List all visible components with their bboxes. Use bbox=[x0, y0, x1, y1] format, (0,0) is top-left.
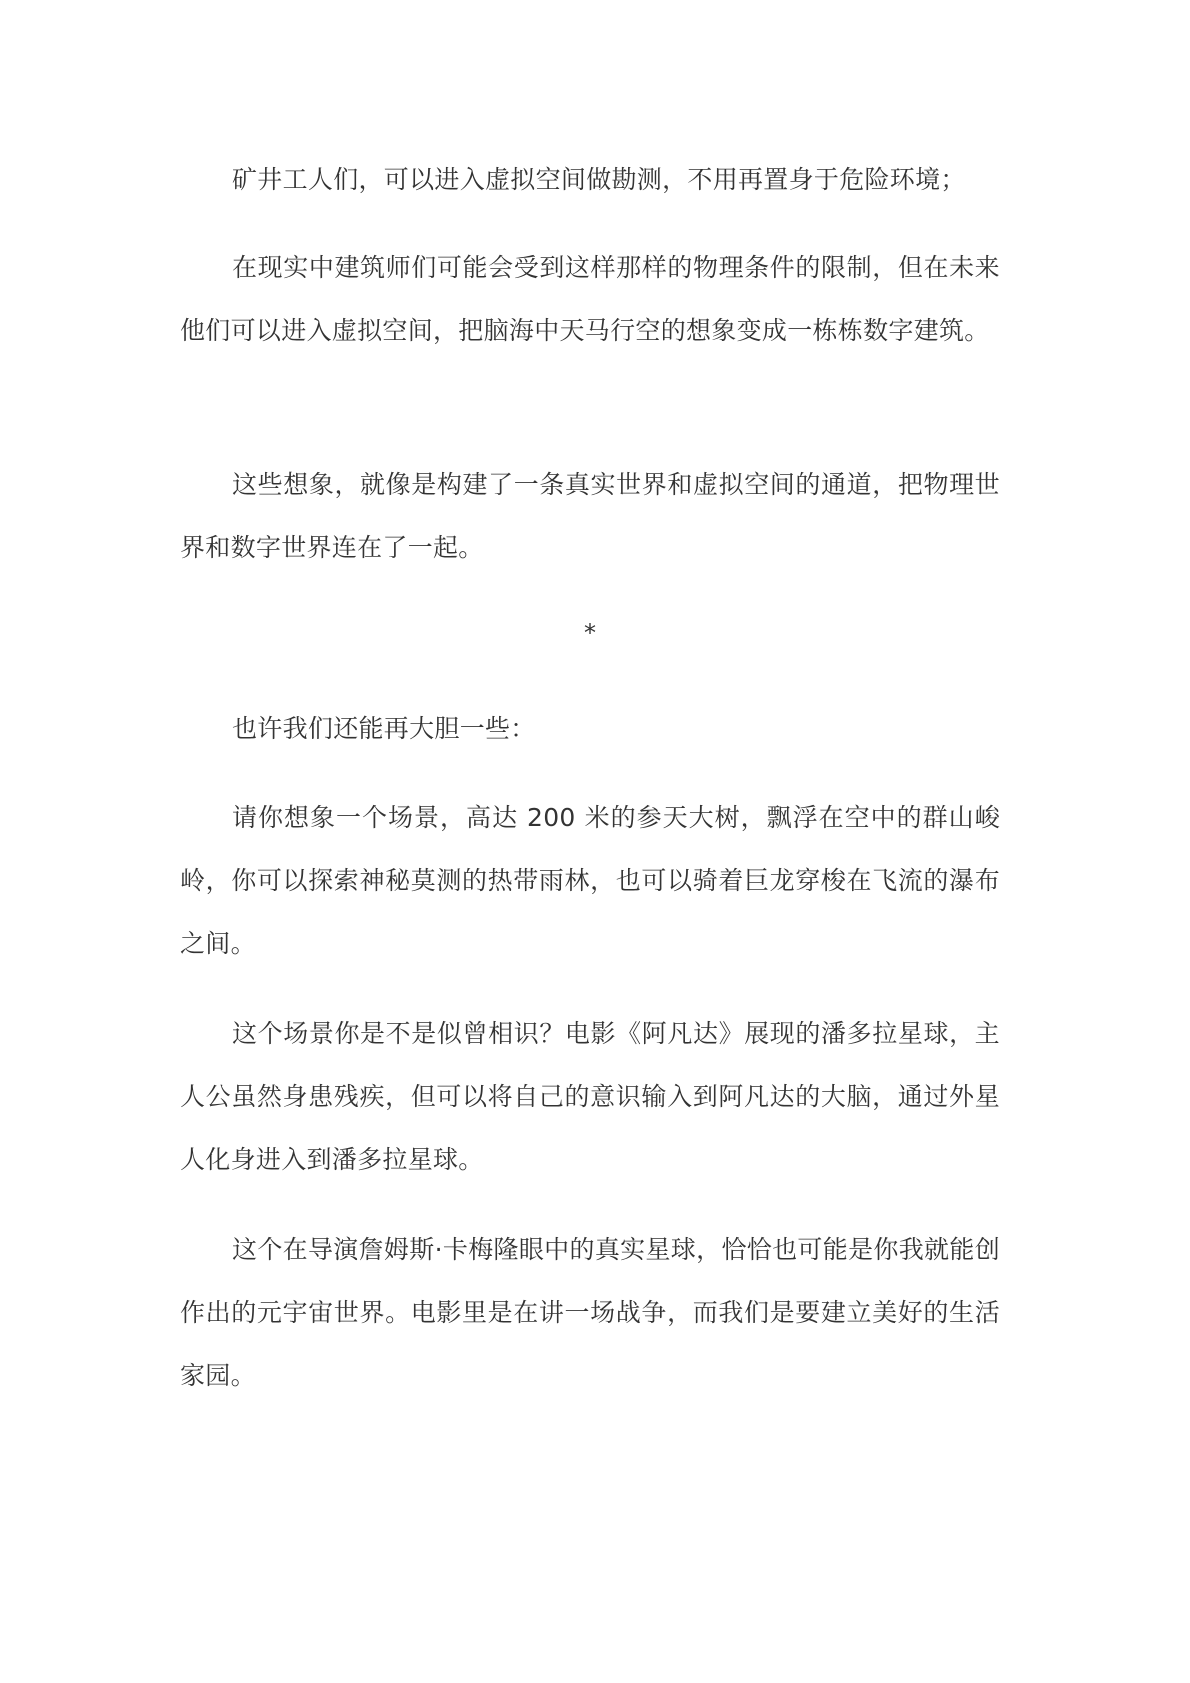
paragraph-avatar: 这个场景你是不是似曾相识？电影《阿凡达》展现的潘多拉星球，主人公虽然身患残疾，但可以将自己的意识输入到阿凡达的大脑，通过外星人化身进入到潘多拉星球。 bbox=[180, 1019, 1000, 1174]
paragraph-scene: 请你想象一个场景，高达 200 米的参天大树，飘浮在空中的群山峻岭，你可以探索神秘莫测的热带雨林，也可以骑着巨龙穿梭在飞流的瀑布之间。 bbox=[180, 803, 1000, 958]
paragraph-miners: 矿井工人们，可以进入虚拟空间做勘测，不用再置身于危险环境； bbox=[232, 165, 966, 194]
section-separator: * bbox=[584, 619, 596, 647]
paragraph-channel: 这些想象，就像是构建了一条真实世界和虚拟空间的通道，把物理世界和数字世界连在了一起。 bbox=[180, 470, 1000, 562]
paragraph-architects: 在现实中建筑师们可能会受到这样那样的物理条件的限制，但在未来他们可以进入虚拟空间，把脑海中天马行空的想象变成一栋栋数字建筑。 bbox=[180, 253, 1000, 345]
paragraph-bolder: 也许我们还能再大胆一些： bbox=[232, 714, 536, 743]
paragraph-metaverse: 这个在导演詹姆斯·卡梅隆眼中的真实星球，恰恰也可能是你我就能创作出的元宇宙世界。电影里是在讲一场战争，而我们是要建立美好的生活家园。 bbox=[180, 1235, 1000, 1390]
